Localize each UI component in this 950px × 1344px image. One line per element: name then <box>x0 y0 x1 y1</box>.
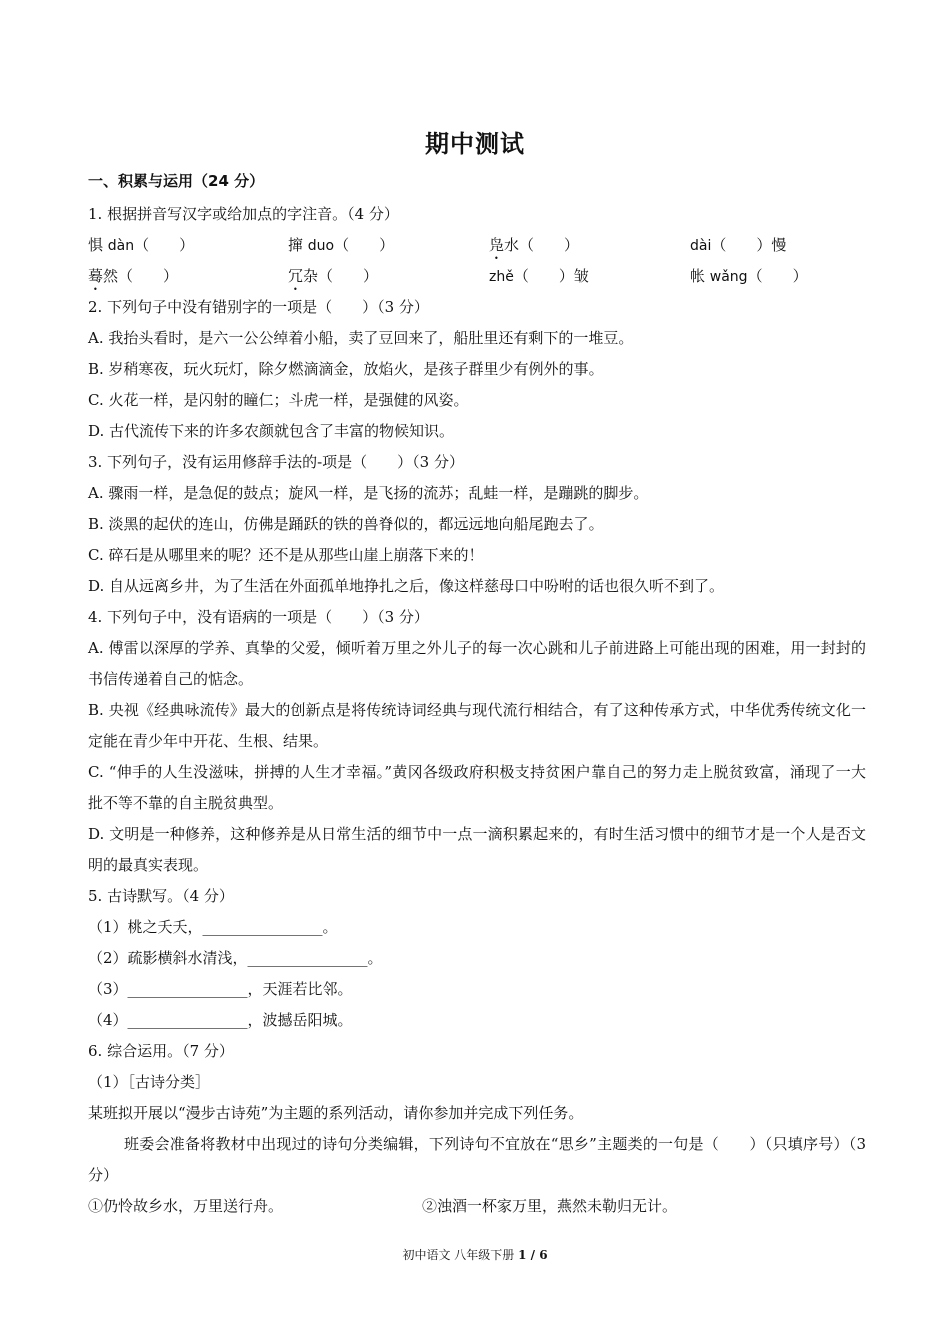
question-6-stem: 6. 综合运用。（7 分） <box>88 1042 234 1060</box>
question-1-row-1 <box>88 230 866 261</box>
question-6-subheading: （1）［古诗分类］ <box>88 1073 211 1091</box>
q1-item: 撺 duo（ ） <box>288 236 395 254</box>
question-3-option-b: B. 淡黑的起伏的连山，仿佛是踊跃的铁的兽脊似的，都远远地向船尾跑去了。 <box>88 515 604 533</box>
question-2-option-c: C. 火花一样，是闪射的瞳仁；斗虎一样，是强健的风姿。 <box>88 391 469 409</box>
page-title: 期中测试 <box>425 130 525 158</box>
question-4-option-d: D. 文明是一种修养，这种修养是从日常生活的细节中一点一滴积累起来的，有时生活习惯中的细节才是一个人是否文明的最真实表现。 <box>88 825 866 874</box>
question-6-intro: 某班拟开展以“漫步古诗苑”为主题的系列活动，请你参加并完成下列任务。 <box>88 1104 584 1122</box>
q1-item: 惧 dàn（ ） <box>88 236 195 254</box>
question-4-option-c: C. “伸手的人生没滋味，拼搏的人生才幸福。”黄冈各级政府积极支持贫困户靠自己的努力走上脱贫致富，涌现了一大批不等不靠的自主脱贫典型。 <box>88 763 866 812</box>
question-2-option-a: A. 我抬头看时，是六一公公绰着小船，卖了豆回来了，船肚里还有剩下的一堆豆。 <box>88 329 634 347</box>
poem-blank-4: （4）________________，波撼岳阳城。 <box>88 1011 353 1029</box>
question-3-stem: 3. 下列句子，没有运用修辞手法的-项是（ ）（3 分） <box>88 453 464 471</box>
footer-label: 初中语文 八年级下册 <box>402 1248 515 1262</box>
q1-item: zhě（ ）皱 <box>489 267 589 285</box>
question-6-options <box>88 1191 866 1222</box>
q1-item: 蓦然（ ） <box>88 267 179 285</box>
question-2-option-d: D. 古代流传下来的许多农颜就包含了丰富的物候知识。 <box>88 422 455 440</box>
q6-option-1: ①仍怜故乡水，万里送行舟。 <box>88 1197 284 1215</box>
poem-blank-3: （3）________________，天涯若比邻。 <box>88 980 353 998</box>
question-4-option-b: B. 央视《经典咏流传》最大的创新点是将传统诗词经典与现代流行相结合，有了这种传承方式，中华优秀传统文化一定能在青少年中开花、生根、结果。 <box>88 701 866 750</box>
question-4-stem: 4. 下列句子中，没有语病的一项是（ ）（3 分） <box>88 608 429 626</box>
q1-item: dài（ ）慢 <box>690 236 787 254</box>
q1-item: 凫水（ ） <box>489 236 580 254</box>
q6-option-2: ②浊酒一杯家万里，燕然未勒归无计。 <box>422 1197 678 1215</box>
question-3-option-a: A. 骤雨一样，是急促的鼓点；旋风一样，是飞扬的流苏；乱蛙一样，是蹦跳的脚步。 <box>88 484 649 502</box>
q1-item: 帐 wǎng（ ） <box>690 267 808 285</box>
page-number: 1 / 6 <box>518 1248 548 1262</box>
section-heading: 一、积累与运用（24 分） <box>88 172 265 190</box>
poem-blank-1: （1）桃之夭夭，________________。 <box>88 918 338 936</box>
question-2-option-b: B. 岁稍寒夜，玩火玩灯，除夕燃滴滴金，放焰火，是孩子群里少有例外的事。 <box>88 360 604 378</box>
question-5-stem: 5. 古诗默写。（4 分） <box>88 887 234 905</box>
question-6-task: 班委会准备将教材中出现过的诗句分类编辑，下列诗句不宜放在“思乡”主题类的一句是（ ）（只填序号）（3 分） <box>88 1135 866 1184</box>
q1-item: 冗杂（ ） <box>288 267 379 285</box>
poem-blank-2: （2）疏影横斜水清浅，________________。 <box>88 949 383 967</box>
question-1-row-2 <box>88 261 866 292</box>
page-footer <box>0 1246 950 1263</box>
question-1-stem: 1. 根据拼音写汉字或给加点的字注音。（4 分） <box>88 205 399 223</box>
question-3-option-c: C. 碎石是从哪里来的呢？还不是从那些山崖上崩落下来的！ <box>88 546 484 564</box>
question-4-option-a: A. 傅雷以深厚的学养、真挚的父爱，倾听着万里之外儿子的每一次心跳和儿子前进路上可能出现的困难，用一封封的书信传递着自己的惦念。 <box>88 639 866 688</box>
question-2-stem: 2. 下列句子中没有错别字的一项是（ ）（3 分） <box>88 298 429 316</box>
question-3-option-d: D. 自从远离乡井，为了生活在外面孤单地挣扎之后，像这样慈母口中吩咐的话也很久听不到了。 <box>88 577 725 595</box>
questions-body <box>88 199 866 1222</box>
